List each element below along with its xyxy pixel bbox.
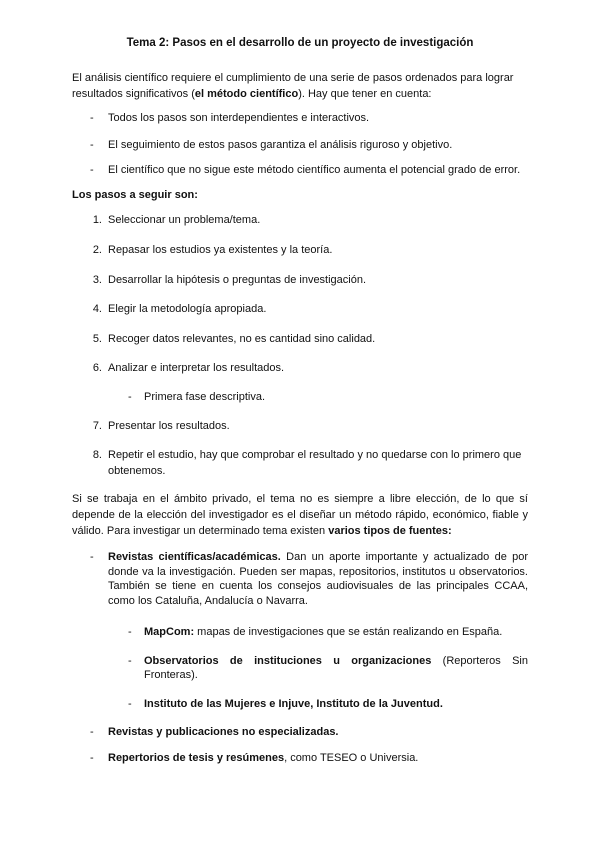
- steps-heading: Los pasos a seguir son:: [72, 189, 198, 201]
- page-title: Tema 2: Pasos en el desarrollo de un proyecto de investigación: [126, 37, 474, 49]
- intro-paragraph: El análisis científico requiere el cumplimiento de una serie de pasos ordenados para lograr resultados significativos (el método científico). Hay que tener en cuenta:: [72, 72, 514, 100]
- private-paragraph: Si se trabaja en el ámbito privado, el tema no es siempre a libre elección, de lo que sí depende de la elección del investigador es el diseñar un método rápido, económico, fiable y válido. Para investigar un determinado tema existen varios tipos de fuentes:: [72, 493, 528, 537]
